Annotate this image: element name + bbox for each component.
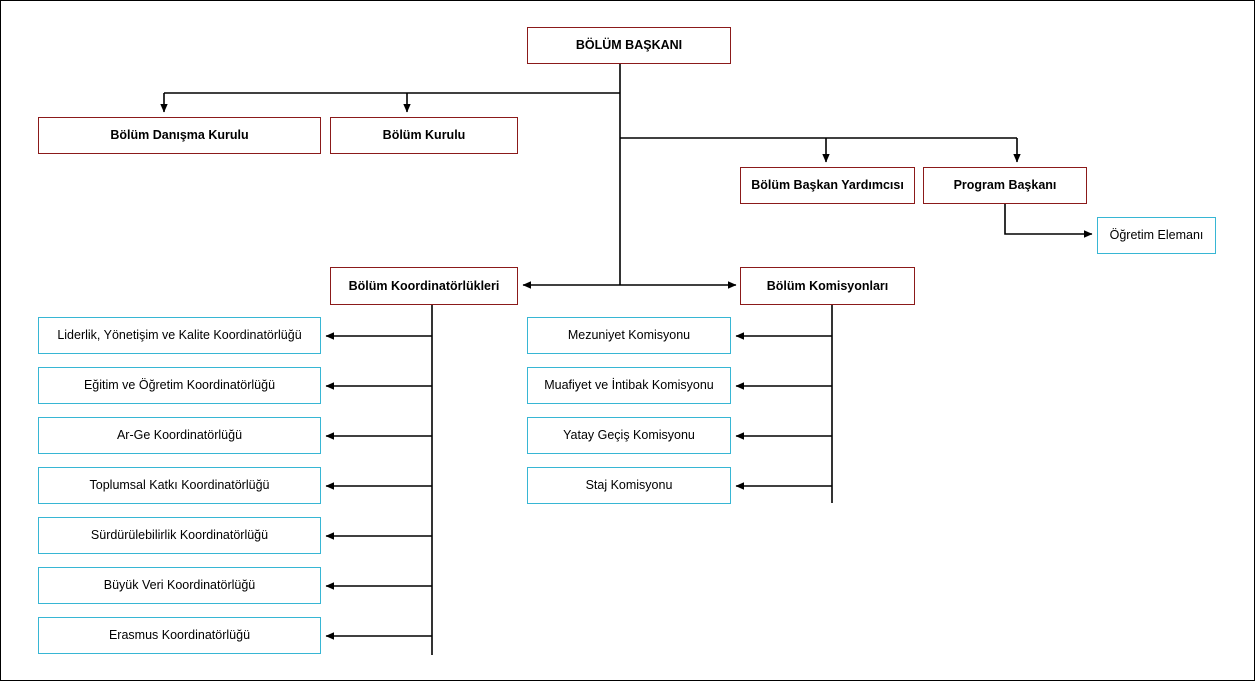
- node-program-baskani[interactable]: [923, 167, 1087, 204]
- node-label: Bölüm Başkan Yardımcısı: [751, 178, 904, 193]
- node-label: Program Başkanı: [953, 178, 1057, 193]
- node-egitim-ogretim[interactable]: [38, 367, 321, 404]
- node-mezuniyet-komisyonu[interactable]: [527, 317, 731, 354]
- node-label: Sürdürülebilirlik Koordinatörlüğü: [90, 528, 269, 543]
- node-label: Bölüm Danışma Kurulu: [110, 128, 249, 143]
- node-ar-ge[interactable]: [38, 417, 321, 454]
- node-label: Bölüm Koordinatörlükleri: [348, 278, 500, 293]
- node-ogretim-elemani[interactable]: [1097, 217, 1216, 254]
- node-bolum-kurulu[interactable]: [330, 117, 518, 154]
- node-label: Staj Komisyonu: [585, 478, 673, 493]
- node-label: Ar-Ge Koordinatörlüğü: [116, 428, 243, 443]
- node-label: Öğretim Elemanı: [1109, 228, 1204, 243]
- node-label: Muafiyet ve İntibak Komisyonu: [544, 378, 714, 393]
- node-label: Toplumsal Katkı Koordinatörlüğü: [89, 478, 270, 493]
- node-bolum-baskani[interactable]: [527, 27, 731, 64]
- node-label: BÖLÜM BAŞKANI: [575, 38, 683, 53]
- node-staj-komisyonu[interactable]: [527, 467, 731, 504]
- node-label: Erasmus Koordinatörlüğü: [108, 628, 251, 643]
- node-bolum-komisyonlari[interactable]: [740, 267, 915, 305]
- node-label: Yatay Geçiş Komisyonu: [563, 428, 695, 443]
- node-label: Bölüm Kurulu: [382, 128, 466, 143]
- node-surdurulebilirlik[interactable]: [38, 517, 321, 554]
- node-label: Mezuniyet Komisyonu: [567, 328, 691, 343]
- node-label: Büyük Veri Koordinatörlüğü: [103, 578, 256, 593]
- node-liderlik-yonetisim-kalite[interactable]: [38, 317, 321, 354]
- node-label: Bölüm Komisyonları: [766, 278, 889, 293]
- node-erasmus[interactable]: [38, 617, 321, 654]
- node-bolum-koordinatorlukleri[interactable]: [330, 267, 518, 305]
- node-label: Eğitim ve Öğretim Koordinatörlüğü: [83, 378, 276, 393]
- node-buyuk-veri[interactable]: [38, 567, 321, 604]
- node-toplumsal-katki[interactable]: [38, 467, 321, 504]
- node-yatay-gecis-komisyonu[interactable]: [527, 417, 731, 454]
- node-bolum-danisma-kurulu[interactable]: [38, 117, 321, 154]
- node-muafiyet-intibak-komisyonu[interactable]: [527, 367, 731, 404]
- node-label: Liderlik, Yönetişim ve Kalite Koordinatörlüğü: [57, 328, 302, 343]
- node-bolum-baskan-yardimcisi[interactable]: [740, 167, 915, 204]
